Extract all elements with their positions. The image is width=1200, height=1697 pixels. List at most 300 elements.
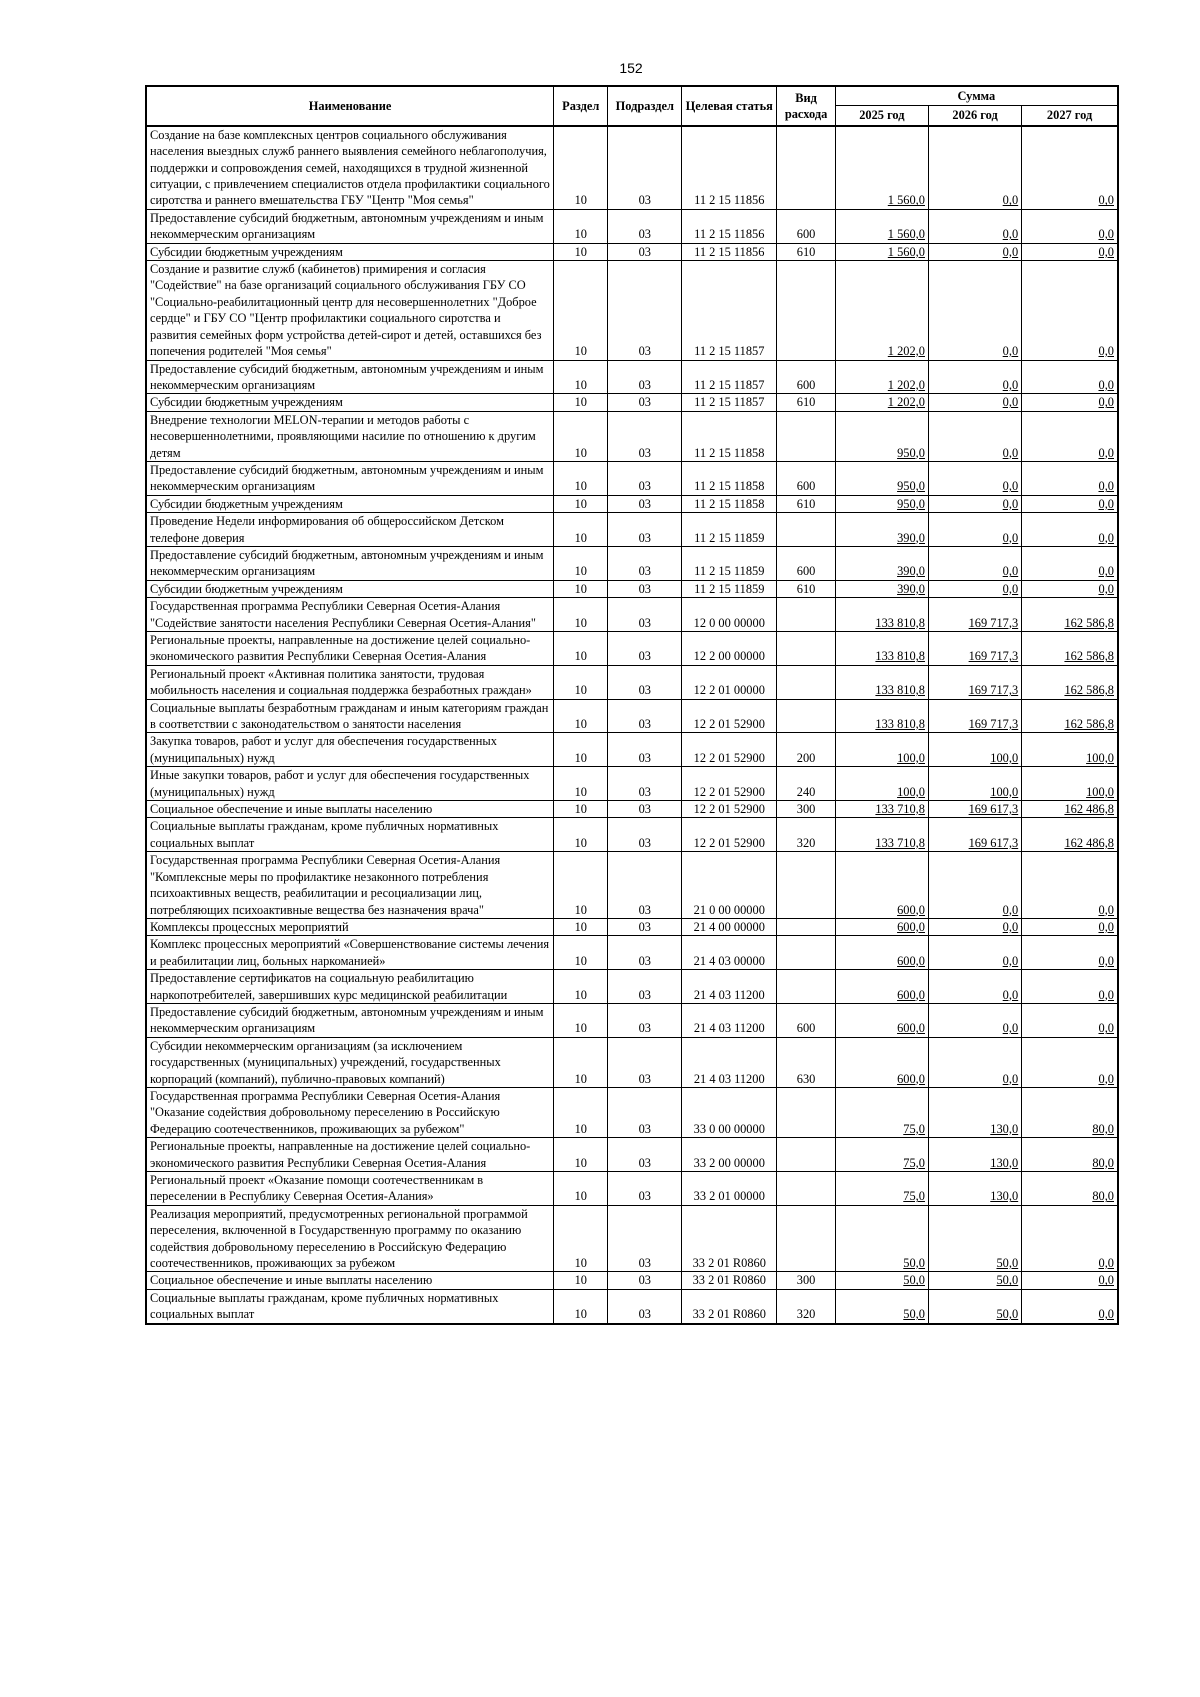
cell-expense (777, 1172, 835, 1206)
cell-name: Региональные проекты, направленные на достижение целей социально-экономического развития Республики Северная Осетия-Алания (146, 632, 554, 666)
cell-subsection: 03 (608, 733, 682, 767)
cell-target: 33 2 01 R0860 (682, 1289, 777, 1323)
cell-name: Региональный проект «Оказание помощи соотечественникам в переселении в Республику Северная Осетия-Алания» (146, 1172, 554, 1206)
cell-2027: 80,0 (1022, 1172, 1118, 1206)
cell-subsection: 03 (608, 632, 682, 666)
cell-2026: 0,0 (928, 243, 1021, 260)
cell-target: 12 2 01 52900 (682, 818, 777, 852)
cell-target: 21 4 03 11200 (682, 1003, 777, 1037)
cell-section: 10 (554, 513, 608, 547)
cell-section: 10 (554, 918, 608, 935)
table-row (146, 1172, 1118, 1206)
table-row (146, 918, 1118, 935)
cell-name: Государственная программа Республики Северная Осетия-Алания "Комплексные меры по профилактике незаконного потребления психоактивных веществ, реабилитации и ресоциализации лиц, потребляющих психоактивные вещества без назначения врача" (146, 852, 554, 919)
cell-2026: 169 717,3 (928, 598, 1021, 632)
cell-name: Реализация мероприятий, предусмотренных региональной программой переселения, включенной в Государственную программу по оказанию содействия добровольному переселению в Российскую Федерацию соотечественников, проживающих за рубежом (146, 1205, 554, 1272)
cell-expense: 200 (777, 733, 835, 767)
cell-name: Предоставление субсидий бюджетным, автономным учреждениям и иным некоммерческим организациям (146, 1003, 554, 1037)
cell-section: 10 (554, 461, 608, 495)
cell-2026: 100,0 (928, 767, 1021, 801)
cell-name: Региональные проекты, направленные на достижение целей социально-экономического развития Республики Северная Осетия-Алания (146, 1138, 554, 1172)
cell-name: Социальные выплаты гражданам, кроме публичных нормативных социальных выплат (146, 1289, 554, 1323)
cell-target: 11 2 15 11858 (682, 461, 777, 495)
cell-2025: 1 560,0 (835, 126, 928, 210)
table-row (146, 852, 1118, 919)
cell-2025: 950,0 (835, 495, 928, 512)
table-row (146, 1037, 1118, 1087)
cell-name: Государственная программа Республики Северная Осетия-Алания "Содействие занятости населения Республики Северная Осетия-Алания" (146, 598, 554, 632)
cell-target: 33 0 00 00000 (682, 1087, 777, 1137)
table-row (146, 818, 1118, 852)
cell-target: 11 2 15 11858 (682, 495, 777, 512)
cell-target: 21 4 03 11200 (682, 1037, 777, 1087)
cell-2026: 0,0 (928, 261, 1021, 360)
cell-subsection: 03 (608, 918, 682, 935)
cell-expense: 610 (777, 580, 835, 597)
cell-2025: 50,0 (835, 1272, 928, 1289)
cell-expense (777, 598, 835, 632)
cell-name: Проведение Недели информирования об общероссийском Детском телефоне доверия (146, 513, 554, 547)
cell-2027: 162 586,8 (1022, 665, 1118, 699)
cell-2026: 50,0 (928, 1289, 1021, 1323)
cell-section: 10 (554, 580, 608, 597)
cell-section: 10 (554, 261, 608, 360)
cell-name: Социальное обеспечение и иные выплаты населению (146, 1272, 554, 1289)
cell-name: Предоставление субсидий бюджетным, автономным учреждениям и иным некоммерческим организациям (146, 461, 554, 495)
cell-2026: 0,0 (928, 513, 1021, 547)
table-row (146, 767, 1118, 801)
cell-2026: 0,0 (928, 394, 1021, 411)
cell-2027: 0,0 (1022, 546, 1118, 580)
cell-name: Субсидии бюджетным учреждениям (146, 495, 554, 512)
cell-2025: 133 810,8 (835, 699, 928, 733)
cell-2026: 169 717,3 (928, 665, 1021, 699)
cell-subsection: 03 (608, 970, 682, 1004)
cell-2025: 133 810,8 (835, 632, 928, 666)
cell-2027: 0,0 (1022, 1037, 1118, 1087)
cell-subsection: 03 (608, 1205, 682, 1272)
cell-section: 10 (554, 665, 608, 699)
cell-name: Государственная программа Республики Северная Осетия-Алания "Оказание содействия добровольному переселению в Российскую Федерацию соотечественников, проживающих за рубежом" (146, 1087, 554, 1137)
cell-section: 10 (554, 1205, 608, 1272)
cell-subsection: 03 (608, 513, 682, 547)
table-row (146, 1289, 1118, 1323)
cell-2027: 0,0 (1022, 1289, 1118, 1323)
cell-2027: 0,0 (1022, 936, 1118, 970)
cell-subsection: 03 (608, 580, 682, 597)
cell-name: Субсидии бюджетным учреждениям (146, 243, 554, 260)
cell-subsection: 03 (608, 699, 682, 733)
table-row (146, 1205, 1118, 1272)
cell-2026: 0,0 (928, 852, 1021, 919)
header-target: Целевая статья (682, 86, 777, 126)
cell-target: 11 2 15 11859 (682, 580, 777, 597)
cell-target: 11 2 15 11859 (682, 513, 777, 547)
cell-2026: 130,0 (928, 1172, 1021, 1206)
cell-2025: 1 560,0 (835, 209, 928, 243)
cell-subsection: 03 (608, 1003, 682, 1037)
cell-target: 12 2 01 00000 (682, 665, 777, 699)
cell-2027: 0,0 (1022, 209, 1118, 243)
cell-2025: 100,0 (835, 767, 928, 801)
cell-2027: 162 486,8 (1022, 818, 1118, 852)
cell-section: 10 (554, 1138, 608, 1172)
cell-name: Создание и развитие служб (кабинетов) примирения и согласия "Содействие" на базе организаций социального обслуживания ГБУ СО "Социально-реабилитационный центр для несовершеннолетних "Доброе сердце" и ГБУ СО "Центр профилактики социального сиротства и развития семейных форм устройства детей-сирот и детей, оставшихся без попечения родителей "Моя семья" (146, 261, 554, 360)
table-row (146, 1087, 1118, 1137)
table-row (146, 495, 1118, 512)
cell-subsection: 03 (608, 411, 682, 461)
table-row (146, 1003, 1118, 1037)
cell-subsection: 03 (608, 243, 682, 260)
cell-2025: 950,0 (835, 461, 928, 495)
page-number: 152 (619, 60, 643, 76)
cell-2026: 0,0 (928, 1037, 1021, 1087)
cell-name: Субсидии бюджетным учреждениям (146, 580, 554, 597)
cell-2026: 100,0 (928, 733, 1021, 767)
cell-name: Региональный проект «Активная политика занятости, трудовая мобильность населения и социальная поддержка безработных граждан» (146, 665, 554, 699)
cell-2027: 0,0 (1022, 918, 1118, 935)
cell-2026: 0,0 (928, 461, 1021, 495)
cell-subsection: 03 (608, 360, 682, 394)
cell-2025: 133 710,8 (835, 818, 928, 852)
cell-expense (777, 1087, 835, 1137)
cell-section: 10 (554, 243, 608, 260)
table-row (146, 411, 1118, 461)
cell-subsection: 03 (608, 598, 682, 632)
header-2026: 2026 год (928, 106, 1021, 126)
cell-2025: 75,0 (835, 1087, 928, 1137)
table-row (146, 598, 1118, 632)
cell-2027: 0,0 (1022, 852, 1118, 919)
header-2027: 2027 год (1022, 106, 1118, 126)
table-row (146, 394, 1118, 411)
table-body (146, 126, 1118, 1324)
cell-expense (777, 1205, 835, 1272)
cell-2027: 80,0 (1022, 1138, 1118, 1172)
cell-section: 10 (554, 1087, 608, 1137)
cell-2025: 950,0 (835, 411, 928, 461)
cell-2027: 162 586,8 (1022, 632, 1118, 666)
cell-section: 10 (554, 209, 608, 243)
cell-2025: 600,0 (835, 970, 928, 1004)
cell-expense (777, 852, 835, 919)
cell-2027: 80,0 (1022, 1087, 1118, 1137)
cell-expense: 610 (777, 495, 835, 512)
cell-expense: 600 (777, 546, 835, 580)
cell-subsection: 03 (608, 209, 682, 243)
cell-target: 11 2 15 11857 (682, 360, 777, 394)
cell-2025: 390,0 (835, 513, 928, 547)
cell-target: 33 2 01 R0860 (682, 1272, 777, 1289)
header-sum: Сумма (835, 86, 1118, 106)
table-row (146, 733, 1118, 767)
cell-2025: 75,0 (835, 1138, 928, 1172)
cell-target: 11 2 15 11857 (682, 394, 777, 411)
cell-2027: 100,0 (1022, 767, 1118, 801)
cell-target: 12 2 01 52900 (682, 733, 777, 767)
cell-2027: 0,0 (1022, 495, 1118, 512)
cell-name: Предоставление сертификатов на социальную реабилитацию наркопотребителей, завершивших курс медицинской реабилитации (146, 970, 554, 1004)
cell-name: Предоставление субсидий бюджетным, автономным учреждениям и иным некоммерческим организациям (146, 209, 554, 243)
cell-name: Социальное обеспечение и иные выплаты населению (146, 801, 554, 818)
cell-2025: 600,0 (835, 852, 928, 919)
cell-expense: 320 (777, 818, 835, 852)
cell-section: 10 (554, 1003, 608, 1037)
table-row (146, 546, 1118, 580)
cell-subsection: 03 (608, 1272, 682, 1289)
cell-2025: 390,0 (835, 546, 928, 580)
cell-2025: 390,0 (835, 580, 928, 597)
table-row (146, 261, 1118, 360)
cell-2027: 0,0 (1022, 126, 1118, 210)
cell-subsection: 03 (608, 495, 682, 512)
cell-name: Социальные выплаты гражданам, кроме публичных нормативных социальных выплат (146, 818, 554, 852)
cell-2027: 0,0 (1022, 360, 1118, 394)
cell-section: 10 (554, 1172, 608, 1206)
cell-target: 12 0 00 00000 (682, 598, 777, 632)
table-row (146, 461, 1118, 495)
cell-target: 12 2 01 52900 (682, 767, 777, 801)
cell-expense (777, 411, 835, 461)
cell-2025: 600,0 (835, 1037, 928, 1087)
cell-expense (777, 699, 835, 733)
header-section: Раздел (554, 86, 608, 126)
cell-expense: 610 (777, 394, 835, 411)
cell-2027: 0,0 (1022, 1003, 1118, 1037)
cell-name: Предоставление субсидий бюджетным, автономным учреждениям и иным некоммерческим организациям (146, 546, 554, 580)
cell-section: 10 (554, 1037, 608, 1087)
table-row (146, 801, 1118, 818)
cell-2026: 0,0 (928, 126, 1021, 210)
cell-expense: 600 (777, 360, 835, 394)
cell-2026: 0,0 (928, 580, 1021, 597)
cell-subsection: 03 (608, 818, 682, 852)
cell-subsection: 03 (608, 852, 682, 919)
cell-2025: 50,0 (835, 1289, 928, 1323)
cell-subsection: 03 (608, 461, 682, 495)
table-row (146, 580, 1118, 597)
cell-expense (777, 261, 835, 360)
cell-2025: 1 202,0 (835, 360, 928, 394)
cell-expense (777, 1138, 835, 1172)
cell-2027: 0,0 (1022, 1272, 1118, 1289)
cell-target: 11 2 15 11856 (682, 209, 777, 243)
cell-expense: 320 (777, 1289, 835, 1323)
cell-expense: 600 (777, 461, 835, 495)
cell-2026: 50,0 (928, 1205, 1021, 1272)
cell-section: 10 (554, 767, 608, 801)
cell-2025: 1 560,0 (835, 243, 928, 260)
cell-section: 10 (554, 495, 608, 512)
cell-expense: 610 (777, 243, 835, 260)
cell-2027: 162 586,8 (1022, 598, 1118, 632)
cell-expense: 600 (777, 209, 835, 243)
cell-section: 10 (554, 699, 608, 733)
cell-2025: 600,0 (835, 918, 928, 935)
cell-target: 11 2 15 11856 (682, 126, 777, 210)
cell-2025: 133 810,8 (835, 665, 928, 699)
cell-2027: 0,0 (1022, 513, 1118, 547)
cell-subsection: 03 (608, 936, 682, 970)
cell-target: 12 2 00 00000 (682, 632, 777, 666)
cell-target: 12 2 01 52900 (682, 699, 777, 733)
cell-2027: 162 586,8 (1022, 699, 1118, 733)
cell-2027: 100,0 (1022, 733, 1118, 767)
table-row (146, 1272, 1118, 1289)
cell-section: 10 (554, 394, 608, 411)
cell-section: 10 (554, 598, 608, 632)
cell-2026: 0,0 (928, 1003, 1021, 1037)
cell-subsection: 03 (608, 1172, 682, 1206)
cell-target: 33 2 01 R0860 (682, 1205, 777, 1272)
cell-subsection: 03 (608, 261, 682, 360)
table-row (146, 970, 1118, 1004)
cell-2027: 0,0 (1022, 394, 1118, 411)
cell-name: Субсидии бюджетным учреждениям (146, 394, 554, 411)
cell-2026: 0,0 (928, 546, 1021, 580)
table-row (146, 632, 1118, 666)
cell-expense: 240 (777, 767, 835, 801)
cell-expense: 300 (777, 801, 835, 818)
cell-2026: 130,0 (928, 1138, 1021, 1172)
cell-expense (777, 513, 835, 547)
cell-name: Субсидии некоммерческим организациям (за исключением государственных (муниципальных) учреждений, государственных корпораций (компаний), публично-правовых компаний) (146, 1037, 554, 1087)
cell-target: 11 2 15 11856 (682, 243, 777, 260)
cell-name: Комплексы процессных мероприятий (146, 918, 554, 935)
cell-target: 21 4 00 00000 (682, 918, 777, 935)
cell-target: 33 2 00 00000 (682, 1138, 777, 1172)
cell-2027: 0,0 (1022, 1205, 1118, 1272)
cell-section: 10 (554, 733, 608, 767)
cell-2026: 0,0 (928, 936, 1021, 970)
cell-section: 10 (554, 852, 608, 919)
table-row (146, 360, 1118, 394)
cell-2027: 0,0 (1022, 970, 1118, 1004)
cell-2026: 0,0 (928, 495, 1021, 512)
cell-name: Социальные выплаты безработным гражданам и иным категориям граждан в соответствии с законодательством о занятости населения (146, 699, 554, 733)
cell-section: 10 (554, 818, 608, 852)
cell-2026: 169 617,3 (928, 818, 1021, 852)
cell-expense: 630 (777, 1037, 835, 1087)
cell-2025: 600,0 (835, 936, 928, 970)
cell-section: 10 (554, 126, 608, 210)
cell-expense (777, 918, 835, 935)
cell-2027: 0,0 (1022, 461, 1118, 495)
cell-2027: 0,0 (1022, 580, 1118, 597)
cell-section: 10 (554, 632, 608, 666)
cell-target: 11 2 15 11859 (682, 546, 777, 580)
cell-expense (777, 970, 835, 1004)
cell-target: 11 2 15 11858 (682, 411, 777, 461)
cell-expense (777, 936, 835, 970)
cell-target: 12 2 01 52900 (682, 801, 777, 818)
cell-2025: 133 810,8 (835, 598, 928, 632)
cell-target: 21 4 03 00000 (682, 936, 777, 970)
cell-target: 33 2 01 00000 (682, 1172, 777, 1206)
cell-name: Иные закупки товаров, работ и услуг для обеспечения государственных (муниципальных) нужд (146, 767, 554, 801)
cell-subsection: 03 (608, 1087, 682, 1137)
cell-2026: 169 717,3 (928, 632, 1021, 666)
cell-2025: 600,0 (835, 1003, 928, 1037)
cell-2027: 0,0 (1022, 411, 1118, 461)
header-name: Наименование (146, 86, 554, 126)
cell-expense: 300 (777, 1272, 835, 1289)
cell-2027: 0,0 (1022, 261, 1118, 360)
cell-2026: 0,0 (928, 970, 1021, 1004)
cell-2025: 133 710,8 (835, 801, 928, 818)
cell-2026: 0,0 (928, 209, 1021, 243)
cell-name: Закупка товаров, работ и услуг для обеспечения государственных (муниципальных) нужд (146, 733, 554, 767)
cell-section: 10 (554, 360, 608, 394)
cell-2027: 162 486,8 (1022, 801, 1118, 818)
cell-subsection: 03 (608, 801, 682, 818)
cell-subsection: 03 (608, 394, 682, 411)
cell-subsection: 03 (608, 665, 682, 699)
header-expense: Вид расхода (777, 86, 835, 126)
cell-name: Внедрение технологии MELON-терапии и методов работы с несовершеннолетними, проявляющими насилие по отношению к другим детям (146, 411, 554, 461)
cell-expense (777, 632, 835, 666)
header-subsection: Подраздел (608, 86, 682, 126)
cell-2026: 50,0 (928, 1272, 1021, 1289)
table-row (146, 1138, 1118, 1172)
cell-name: Предоставление субсидий бюджетным, автономным учреждениям и иным некоммерческим организациям (146, 360, 554, 394)
header-2025: 2025 год (835, 106, 928, 126)
cell-2025: 50,0 (835, 1205, 928, 1272)
cell-section: 10 (554, 801, 608, 818)
cell-name: Создание на базе комплексных центров социального обслуживания населения выездных служб раннего выявления семейного неблагополучия, поддержки и сопровождения семей, находящихся в трудной жизненной ситуации, с привлечением специалистов отдела профилактики социального сиротства и раннего вмешательства ГБУ "Центр "Моя семья" (146, 126, 554, 210)
table-row (146, 665, 1118, 699)
cell-expense (777, 665, 835, 699)
cell-subsection: 03 (608, 1037, 682, 1087)
cell-subsection: 03 (608, 1138, 682, 1172)
cell-section: 10 (554, 411, 608, 461)
cell-subsection: 03 (608, 126, 682, 210)
cell-name: Комплекс процессных мероприятий «Совершенствование системы лечения и реабилитации лиц, больных наркоманией» (146, 936, 554, 970)
cell-section: 10 (554, 546, 608, 580)
cell-2027: 0,0 (1022, 243, 1118, 260)
cell-subsection: 03 (608, 546, 682, 580)
cell-subsection: 03 (608, 1289, 682, 1323)
table-row (146, 243, 1118, 260)
cell-2025: 1 202,0 (835, 261, 928, 360)
cell-target: 21 0 00 00000 (682, 852, 777, 919)
table-header (146, 86, 1118, 126)
cell-subsection: 03 (608, 767, 682, 801)
cell-2026: 130,0 (928, 1087, 1021, 1137)
cell-2026: 0,0 (928, 360, 1021, 394)
cell-expense: 600 (777, 1003, 835, 1037)
table-row (146, 699, 1118, 733)
table-row (146, 936, 1118, 970)
cell-section: 10 (554, 1272, 608, 1289)
cell-section: 10 (554, 970, 608, 1004)
cell-2026: 169 617,3 (928, 801, 1021, 818)
table-row (146, 513, 1118, 547)
cell-target: 21 4 03 11200 (682, 970, 777, 1004)
cell-section: 10 (554, 1289, 608, 1323)
cell-section: 10 (554, 936, 608, 970)
cell-2026: 0,0 (928, 411, 1021, 461)
table-row (146, 209, 1118, 243)
cell-target: 11 2 15 11857 (682, 261, 777, 360)
cell-2025: 100,0 (835, 733, 928, 767)
cell-expense (777, 126, 835, 210)
cell-2026: 0,0 (928, 918, 1021, 935)
table-row (146, 126, 1118, 210)
cell-2025: 75,0 (835, 1172, 928, 1206)
budget-table (145, 85, 1119, 1325)
cell-2025: 1 202,0 (835, 394, 928, 411)
